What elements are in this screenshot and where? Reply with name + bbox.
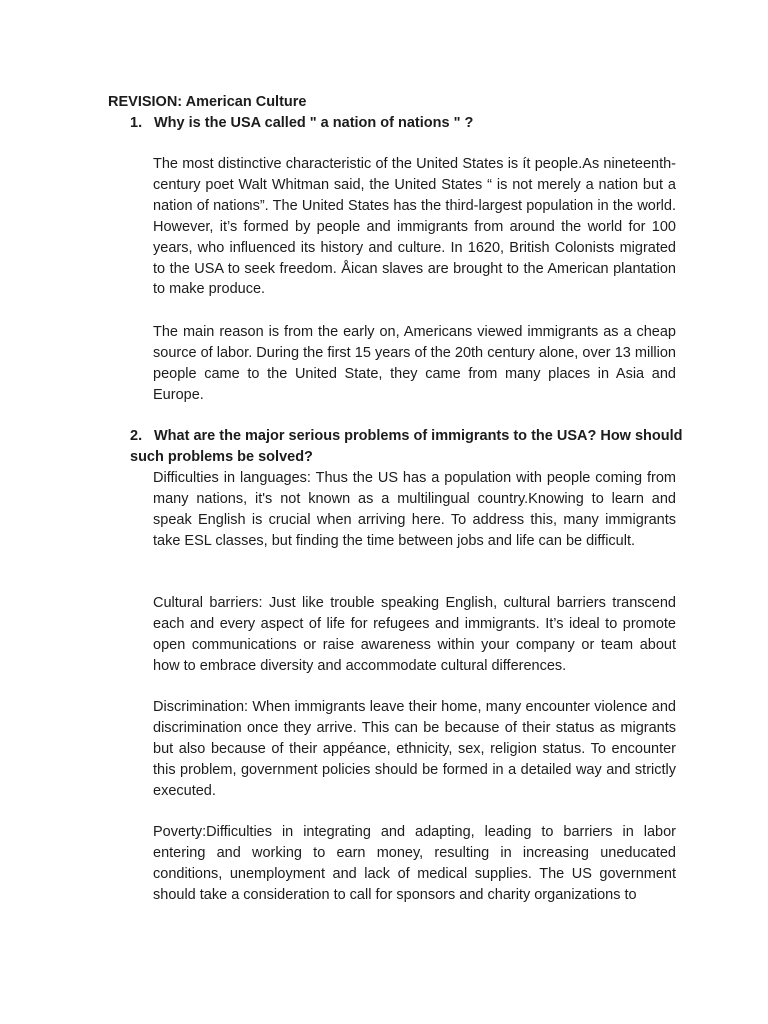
question-1-answer-paragraph-2: The main reason is from the early on, Americans viewed immigrants as a cheap source of labor. During the first 15 years of the 20th century alone, over 13 million people came to the United State, they came from many places in Asia and Europe.: [153, 324, 676, 403]
question-1-text: Why is the USA called " a nation of nations " ?: [154, 115, 474, 131]
question-2-answer-poverty: Poverty:Difficulties in integrating and adapting, leading to barriers in labor entering and working to earn money, resulting in increasing uneducated conditions, unemployment and lack of medical supplies. The US government should take a consideration to call for sponsors and charity organizations to: [153, 824, 676, 903]
question-2-heading-line-1: [130, 426, 683, 447]
question-2-text-line-1: What are the major serious problems of immigrants to the USA? How should: [154, 428, 683, 444]
question-2-answer-languages: Difficulties in languages: Thus the US has a population with people coming from many nations, it's not known as a multilingual country.Knowing to learn and speak English is crucial when arriving here. To address this, many immigrants take ESL classes, but finding the time between jobs and life can be difficult.: [153, 470, 676, 549]
document-title: REVISION: American Culture: [108, 94, 307, 110]
question-2-answer-cultural-barriers: Cultural barriers: Just like trouble speaking English, cultural barriers transcend each and every aspect of life for refugees and immigrants. It’s ideal to promote open communications or raise awareness within your company or team about how to embrace diversity and accommodate cultural differences.: [153, 595, 676, 674]
question-1-heading: [130, 113, 473, 134]
question-2-heading-line-2: such problems be solved?: [130, 449, 313, 465]
question-2-number: 2.: [130, 428, 143, 444]
question-1-number: 1.: [130, 115, 143, 131]
question-2-answer-discrimination: Discrimination: When immigrants leave their home, many encounter violence and discrimination once they arrive. This can be because of their status as migrants but also because of their appéance, ethnicity, sex, religion status. To encounter this problem, government policies should be formed in a detailed way and strictly executed.: [153, 699, 676, 799]
question-1-answer-paragraph-1: The most distinctive characteristic of the United States is ít people.As nineteenth- century poet Walt Whitman said, the United States “ is not merely a nation but a nation of nations”. The United States has the third-largest population in the world. However, it’s formed by people and immigrants from around the world for 100 years, who influenced its history and culture. In 1620, British Colonists migrated to the USA to seek freedom. Åican slaves are brought to the American plantation to make produce.: [153, 156, 676, 298]
